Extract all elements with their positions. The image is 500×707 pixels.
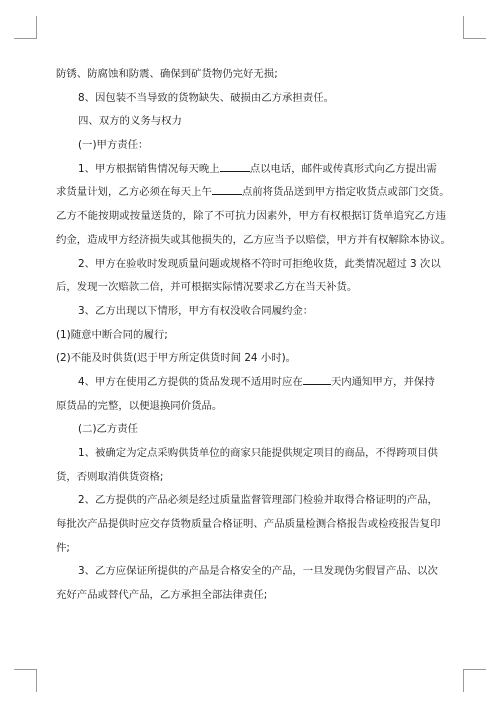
crop-mark-top-right [463,16,486,39]
text-line-8: 约金，造成甲方经济损失或其他损失的，乙方应当予以赔偿，甲方并有权解除本协议。 [56,233,451,246]
text-line-6 [56,181,450,205]
text-segment: 4、甲方在使用乙方提供的货品发现不适用时应在 [78,375,303,388]
fill-in-blank [303,373,331,385]
text-line-11: 3、乙方出现以下情形，甲方有权没收合同履约金： [78,304,314,317]
text-segment: 1、甲方根据销售情况每天晚上 [78,162,220,175]
text-line-22: 3、乙方应保证所提供的产品是合格安全的产品，一旦发现伪劣假冒产品、以次 [78,565,438,578]
text-line-17: 1、被确定为定点采购供货单位的商家只能提供规定项目的商品，不得跨项目供 [78,447,438,459]
fill-in-blank [220,160,250,172]
text-line-20: 每批次产品提供时应交存货物质量合格证明、产品质量检测合格报告或检疫报告复印 [56,518,441,531]
text-line-2: 8、因包装不当导致的货物缺失、破损由乙方承担责任。 [78,91,334,104]
subsection-heading-party-a: (一)甲方责任： [78,139,149,152]
crop-mark-bottom-right [463,669,486,692]
subsection-heading-party-b: (二)乙方责任 [78,423,139,436]
section-heading-obligations: 四、双方的义务与权力 [78,115,182,128]
text-line-7: 乙方不能按期或按量送货的，除了不可抗力因素外，甲方有权根据订货单追究乙方违 [56,210,446,223]
text-segment: 求货量计划，乙方必须在每天上午 [56,186,212,199]
text-line-5 [56,158,446,182]
text-line-19: 2、乙方提供的产品必须是经过质量监督管理部门检验并取得合格证明的产品， [78,494,438,507]
text-line-21: 件; [56,541,70,554]
crop-mark-top-left [14,16,37,39]
text-segment: 点前将货品送到甲方指定收货点或部门交货。 [241,186,450,199]
crop-mark-bottom-left [14,669,37,692]
text-line-1: 防锈、防腐蚀和防震、确保到矿货物仍完好无损; [56,68,278,80]
text-line-23: 充好产品或替代产品，乙方承担全部法律责任; [56,589,268,602]
text-line-9: 2、甲方在验收时发现质量问题或规格不符时可拒绝收货，此类情况超过 3 次以 [78,257,441,270]
text-line-14 [56,371,446,395]
text-line-10: 后，发现一次赔款二倍，并可根据实际情况要求乙方在当天补货。 [56,281,358,294]
text-segment: 天内通知甲方，并保持 [330,375,435,388]
text-line-12: (1)随意中断合同的履行; [56,328,168,341]
fill-in-blank [212,183,242,195]
text-line-13: (2)不能及时供货(迟于甲方所定供货时间 24 小时)。 [56,352,297,365]
document-page [56,63,451,608]
text-line-15: 原货品的完整，以便退换同价货品。 [56,399,223,412]
text-line-18: 货，否则取消供货资格; [56,470,164,483]
text-segment: 点以电话，邮件或传真形式向乙方提出需 [249,162,437,175]
